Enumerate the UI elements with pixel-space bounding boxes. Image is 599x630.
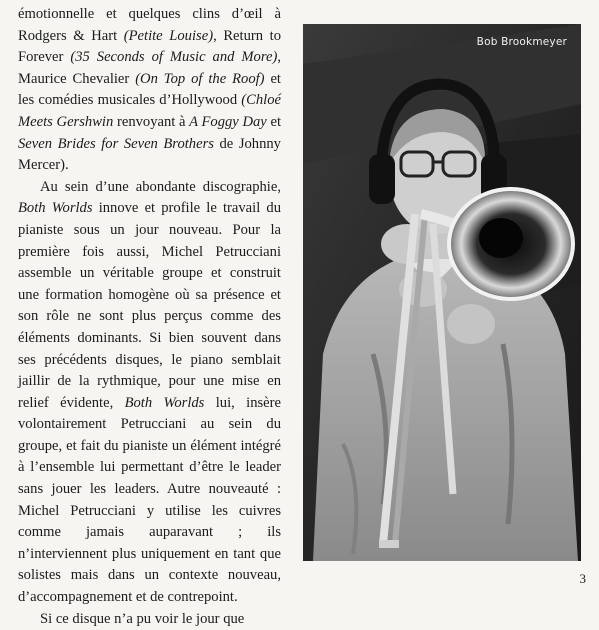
text-run: de Johnny Mercer). (18, 135, 281, 174)
text-run: , Return to Forever (18, 27, 282, 66)
text-run: Si ce disque n’a pu voir le jour que (40, 610, 245, 627)
italic-title: Both Worlds (124, 394, 205, 411)
paragraph-3 (18, 609, 281, 630)
italic-title: A Foggy Day (189, 113, 267, 130)
text-run: Au sein d’une abondante discographie, (40, 178, 281, 195)
italic-title: (Chloé Meets Gershwin (18, 92, 281, 130)
text-run: lui, insère volontairement Petrucciani au sein du groupe, et fait du pianiste un élément intégré à l’ensemble lui permettant d’être le leader sans jouer les leaders. Autre nouveauté : Michel Petrucciani y utilise les cuivres comme jamais auparavant ; ils n’interviennent plus uniquement en tant que solistes mais dans un contexte nouveau, d’accompagnement et de contrepoint. (18, 394, 281, 606)
photo-caption: Bob Brookmeyer (476, 36, 567, 48)
paragraph-2 (18, 177, 281, 609)
article-column (18, 4, 281, 630)
paragraph-1 (18, 4, 281, 177)
text-run: innove et profile le travail du pianiste sous un jour nouveau. Pour la première fois aussi, Michel Petrucciani assemble un véritable groupe et construit une formation homogène où sa présence et son rôle ne sont plus perçus comme des éléments dominants. Si bien souvent dans ses précédents disques, le piano semblait jaillir de la rythmique, pour une mise en relief évidente, (18, 200, 281, 411)
italic-title: Both Worlds (18, 200, 93, 217)
musician-photo (303, 24, 581, 561)
page-number: 3 (579, 571, 586, 586)
trombone-player-photo-icon (303, 24, 581, 561)
italic-title: (On Top of the Roof) (135, 70, 265, 87)
text-run: émotionnelle et quelques clins d’œil à Rodgers & Hart (18, 6, 281, 44)
text-run: et les comédies musicales d’Hollywood (18, 70, 281, 109)
italic-title: Seven Brides for Seven Brothers (18, 135, 214, 152)
text-run: et (266, 113, 281, 130)
italic-title: (35 Seconds of Music and More) (70, 49, 278, 66)
text-run: , Maurice Chevalier (18, 49, 281, 87)
text-run: renvoyant à (113, 113, 190, 130)
italic-title: (Petite Louise) (123, 27, 214, 44)
